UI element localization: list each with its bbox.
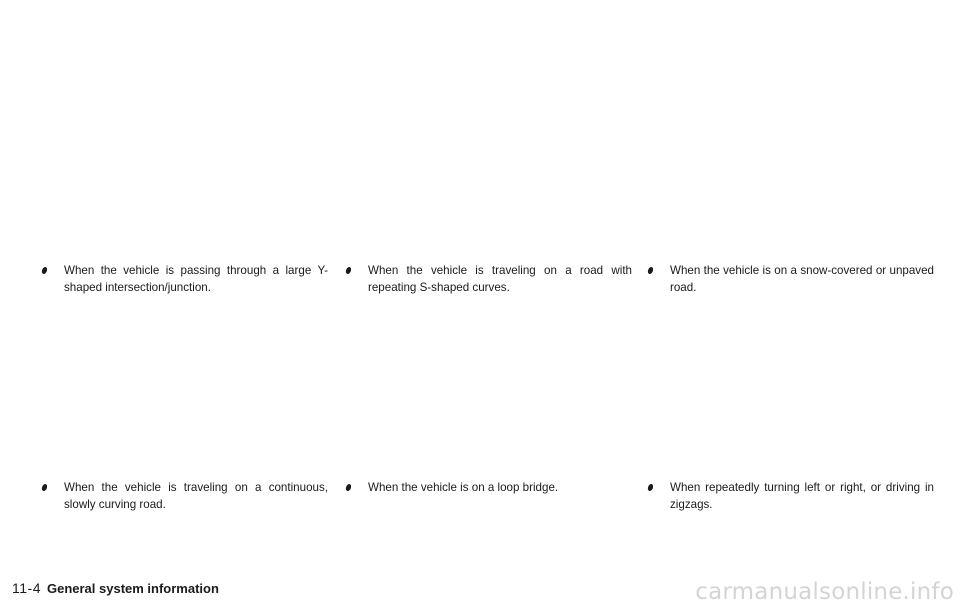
bullet-icon xyxy=(41,484,47,491)
bullet-icon xyxy=(647,484,653,491)
bullet-icon xyxy=(647,267,653,274)
page-number: 11-4 xyxy=(12,580,41,596)
bullet-text: When the vehicle is on a loop bridge. xyxy=(368,481,559,494)
bullet-text: When repeatedly turning left or right, or driving in zigzags. xyxy=(670,481,934,511)
watermark: carmanualsonline.info xyxy=(695,579,954,605)
bullet-item-snow-road xyxy=(670,262,934,296)
bullet-icon xyxy=(41,267,47,274)
bullet-item-slow-curve xyxy=(64,479,328,513)
bullet-text: When the vehicle is on a snow-covered or unpaved road. xyxy=(670,264,934,294)
bullet-icon xyxy=(345,267,351,274)
bullet-item-y-junction xyxy=(64,262,328,296)
bullet-text: When the vehicle is traveling on a continuous, slowly curving road. xyxy=(64,481,328,511)
bullet-icon xyxy=(345,484,351,491)
bullet-text: When the vehicle is passing through a large Y-shaped intersection/junction. xyxy=(64,264,328,294)
section-title: General system information xyxy=(46,581,219,596)
bullet-text: When the vehicle is traveling on a road with repeating S-shaped curves. xyxy=(368,264,632,294)
page-footer xyxy=(12,580,219,602)
bullet-item-loop-bridge xyxy=(368,479,632,496)
bullet-item-s-curves xyxy=(368,262,632,296)
bullet-item-zigzag xyxy=(670,479,934,513)
